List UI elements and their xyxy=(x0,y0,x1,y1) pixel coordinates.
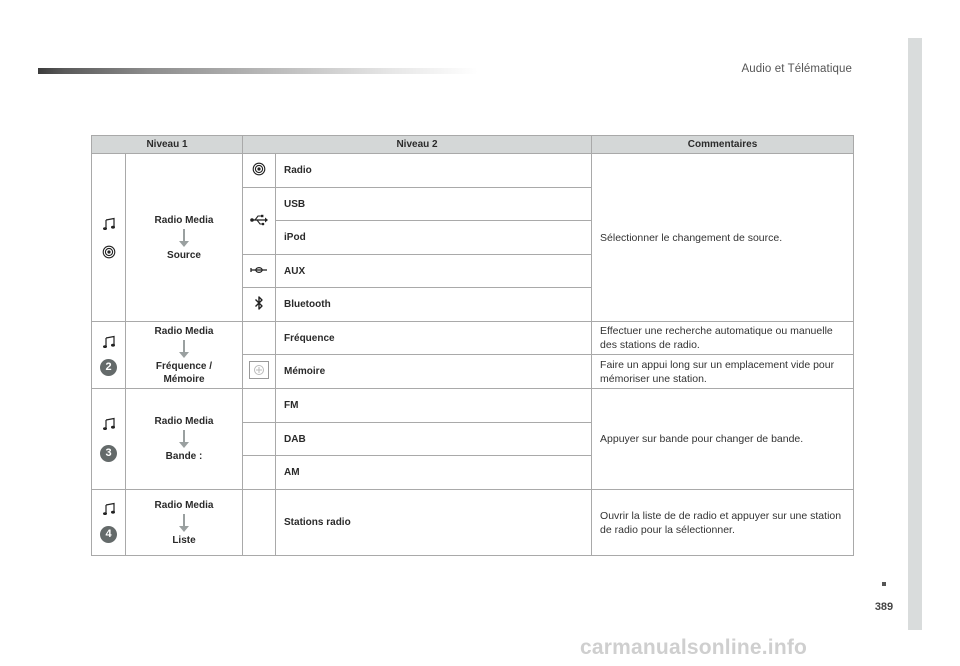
comment-cell: Effectuer une recherche automatique ou manuelle des stations de radio. xyxy=(592,322,854,355)
menu-table xyxy=(91,135,854,556)
level2-icon-cell xyxy=(243,288,276,322)
memory-plus-icon xyxy=(249,361,269,379)
step-badge: 4 xyxy=(100,526,117,543)
section1-icons xyxy=(92,154,126,322)
header-comments: Commentaires xyxy=(592,136,854,154)
comment-cell: Faire un appui long sur un emplacement vide pour mémoriser une station. xyxy=(592,355,854,389)
radio-wave-icon xyxy=(252,162,266,176)
level2-item: AM xyxy=(276,456,592,490)
level2-icon-cell xyxy=(243,255,276,288)
level2-icon-cell xyxy=(243,355,276,389)
table-header-row xyxy=(92,136,854,154)
table-row xyxy=(92,490,854,556)
header-level1: Niveau 1 xyxy=(92,136,243,154)
level1-label: Radio Media xyxy=(154,416,214,427)
level1-sublabel: Bande : xyxy=(165,451,203,462)
level2-icon-cell-empty xyxy=(243,456,276,490)
section3-level1 xyxy=(126,389,243,490)
level1-label: Radio Media xyxy=(154,214,214,226)
arrow-down-icon xyxy=(179,430,189,448)
side-strip xyxy=(908,38,922,630)
table-row xyxy=(92,389,854,423)
comment-cell: Appuyer sur bande pour changer de bande. xyxy=(592,389,854,490)
page-number: 389 xyxy=(874,601,894,613)
music-note-icon xyxy=(102,502,116,516)
usb-icon xyxy=(250,214,268,226)
level2-item: Fréquence xyxy=(276,322,592,355)
section2-level1 xyxy=(126,322,243,389)
level1-sublabel: Fréquence / Mémoire xyxy=(155,360,213,385)
level2-icon-cell-empty xyxy=(243,322,276,355)
comment-cell: Sélectionner le changement de source. xyxy=(592,154,854,322)
level1-label: Radio Media xyxy=(154,499,214,511)
arrow-down-icon xyxy=(179,229,189,247)
level2-icon-cell xyxy=(243,154,276,188)
level2-item: Bluetooth xyxy=(276,288,592,322)
arrow-down-icon xyxy=(179,514,189,532)
section4-level1 xyxy=(126,490,243,556)
music-note-icon xyxy=(102,217,116,231)
page-marker xyxy=(882,582,886,586)
radio-wave-icon xyxy=(102,245,116,259)
watermark: carmanualsonline.info xyxy=(580,636,808,659)
table-row xyxy=(92,322,854,355)
header-gradient-bar xyxy=(38,68,478,74)
page-header-title: Audio et Télématique xyxy=(741,63,852,75)
level2-item: Radio xyxy=(276,154,592,188)
level1-sublabel: Source xyxy=(167,249,201,261)
aux-jack-icon xyxy=(250,265,268,275)
level2-icon-cell xyxy=(243,188,276,255)
level2-item: AUX xyxy=(276,255,592,288)
section4-icons xyxy=(92,490,126,556)
bluetooth-icon xyxy=(254,295,264,311)
level2-item: Stations radio xyxy=(276,490,592,556)
music-note-icon xyxy=(102,417,116,431)
level2-item: FM xyxy=(276,389,592,423)
arrow-down-icon xyxy=(179,340,189,358)
level1-sublabel: Liste xyxy=(172,534,196,546)
section1-level1 xyxy=(126,154,243,322)
comment-cell: Ouvrir la liste de de radio et appuyer sur une station de radio pour la sélectionner. xyxy=(592,490,854,556)
level2-item: iPod xyxy=(276,221,592,255)
section2-icons xyxy=(92,322,126,389)
header-level2: Niveau 2 xyxy=(243,136,592,154)
level2-icon-cell-empty xyxy=(243,389,276,423)
level2-icon-cell-empty xyxy=(243,490,276,556)
section3-icons xyxy=(92,389,126,490)
step-badge: 2 xyxy=(100,359,117,376)
table-row xyxy=(92,154,854,188)
level2-item: DAB xyxy=(276,423,592,456)
level1-label: Radio Media xyxy=(154,325,214,337)
level2-item: Mémoire xyxy=(276,355,592,389)
level2-item: USB xyxy=(276,188,592,221)
music-note-icon xyxy=(102,335,116,349)
level2-icon-cell-empty xyxy=(243,423,276,456)
step-badge: 3 xyxy=(100,445,117,462)
